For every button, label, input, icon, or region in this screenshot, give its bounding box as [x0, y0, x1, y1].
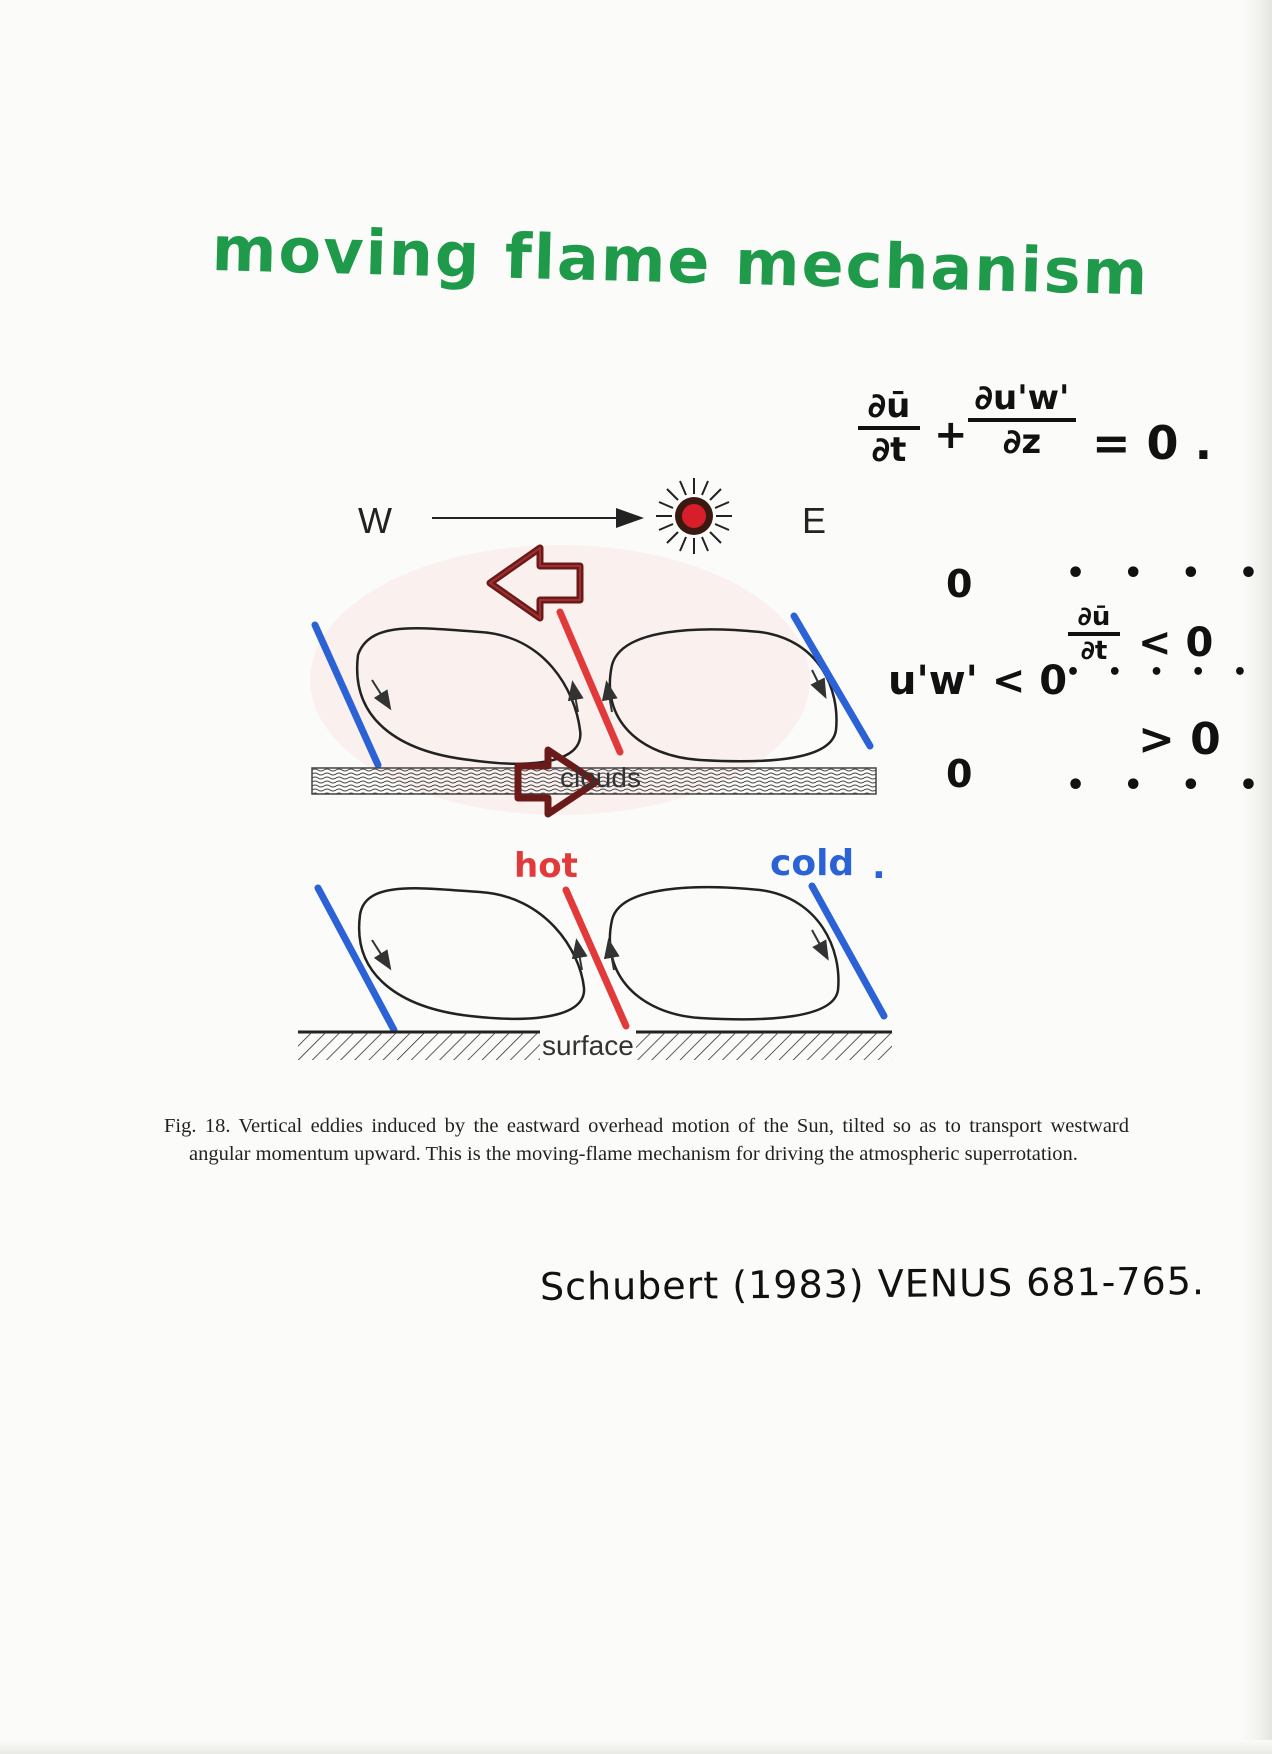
dotted-line-top: • • • •: [1066, 556, 1272, 591]
lower-eddy-west: [359, 888, 584, 1019]
lower-cold-line-west: [318, 888, 394, 1030]
equation-plus: +: [934, 412, 968, 458]
annotation-zero-bottom: 0: [946, 752, 973, 796]
equation-term1-denominator: ∂t: [871, 430, 907, 470]
cold-label-dot: .: [872, 846, 886, 887]
handwritten-reference: Schubert (1983) VENUS 681-765.: [539, 1259, 1206, 1309]
annotation-momentum-flux: u'w' < 0: [888, 658, 1068, 704]
annotation-tendency: [1068, 604, 1120, 664]
equation-term1-numerator: ∂ū: [867, 386, 911, 426]
handwritten-title: moving flame mechanism: [211, 212, 1151, 310]
annotation-zero-top: 0: [946, 562, 973, 606]
dotted-line-middle: • • • • •: [1066, 660, 1257, 685]
dotted-line-bottom: • • • •: [1066, 768, 1272, 803]
equation-equals-zero: = 0 .: [1092, 416, 1213, 470]
equation-term2-denominator: ∂z: [1002, 422, 1042, 462]
lower-eddy-east: [610, 887, 839, 1019]
clouds-label: clouds: [560, 762, 641, 793]
equation-term2-numerator: ∂u'w': [974, 378, 1070, 418]
annotation-greater-than-zero: > 0: [1138, 714, 1221, 765]
east-label: E: [802, 500, 827, 541]
hot-label: hot: [514, 846, 578, 886]
tendency-numerator: ∂ū: [1077, 602, 1111, 632]
tendency-denominator: ∂t: [1080, 636, 1108, 666]
annotation-less-than-zero: < 0: [1138, 620, 1214, 666]
equation-term-duw-dz: [968, 380, 1076, 460]
surface-label: surface: [542, 1030, 634, 1061]
cold-label: cold: [770, 843, 855, 884]
equation-term-du-dt: [858, 388, 920, 468]
sun-icon: [656, 478, 732, 554]
figure-caption: Fig. 18. Vertical eddies induced by the eastward overhead motion of the Sun, tilted so as to transport westward angular momentum upward. This is the moving-flame mechanism for driving the atmospheric superrotation.: [164, 1115, 1129, 1165]
west-label: W: [358, 500, 392, 541]
